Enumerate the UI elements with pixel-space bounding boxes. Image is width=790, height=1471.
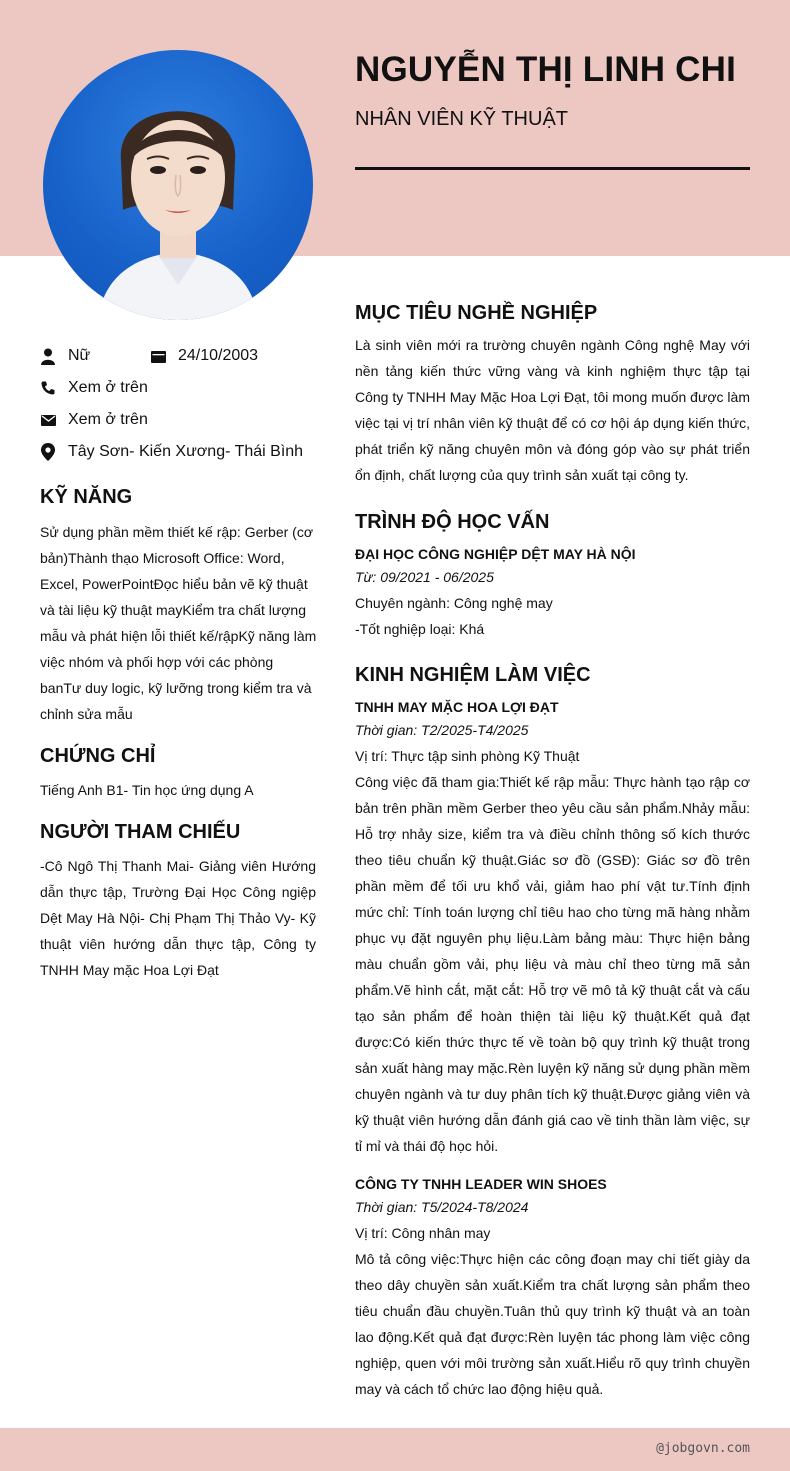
job-period: Thời gian: T2/2025-T4/2025 — [355, 722, 529, 738]
candidate-name: NGUYỄN THỊ LINH CHI — [355, 50, 737, 89]
experience-entry — [355, 697, 750, 1159]
footer-band — [0, 1428, 790, 1471]
references-text: -Cô Ngô Thị Thanh Mai- Giảng viên Hướng dẫn thực tập, Trường Đại Học Công ngiệp Dệt May Hà Nội- Chị Phạm Thị Thảo Vy- Kỹ thuật viên hướng dẫn thực tập, Công ty TNHH May mặc Hoa Lợi Đạt — [40, 858, 316, 978]
email-value: Xem ở trên — [68, 411, 148, 428]
person-icon — [40, 347, 56, 365]
calendar-icon — [150, 347, 166, 365]
education-heading: TRÌNH ĐỘ HỌC VẤN — [355, 511, 550, 533]
gender-dob-row — [40, 340, 316, 372]
dob-item — [122, 347, 258, 365]
location-pin-icon — [40, 443, 56, 461]
job-description: Mô tả công việc:Thực hiện các công đoạn may chi tiết giày da theo dây chuyền sản xuất.Kiểm tra chất lượng sản phẩm theo tiêu chuẩn đầu chuyền.Tuân thủ quy trình kỹ thuật và an toàn lao động.Kết quả đạt được:Rèn luyện tác phong làm việc công nghiệp, quen với môi trường sản xuất.Hiểu rõ quy trình chuyền may và cách tổ chức lao động hiệu quả. — [355, 1251, 750, 1397]
profile-photo-illustration — [43, 50, 313, 320]
experience-entry — [355, 1174, 750, 1402]
phone-icon — [40, 379, 56, 397]
email-row — [40, 404, 316, 436]
education-period: Từ: 09/2021 - 06/2025 — [355, 569, 494, 585]
job-description: Công việc đã tham gia:Thiết kế rập mẫu: Thực hành tạo rập cơ bản trên phần mềm Gerber theo yêu cầu sản phẩm.Nhảy mẫu: Hỗ trợ nhảy size, kiểm tra và điều chỉnh thông số kích thước theo tiêu chuẩn kỹ thuật.Giác sơ đồ (GSĐ): Giác sơ đồ trên phần mềm để tối ưu khổ vải, giảm hao phí vật tư.Tính định mức chỉ: Tính toán lượng chỉ tiêu hao cho từng mã hàng nhằm phục vụ đặt nguyên phụ liệu.Làm bảng màu: Thực hiện bảng màu chuẩn gồm vải, phụ liệu và màu chỉ theo từng mã sản phẩm.Vẽ hình cắt, mặt cắt: Hỗ trợ vẽ mô tả kỹ thuật cắt và cấu tạo sản phẩm để hoàn thiện tài liệu kỹ thuật.Kết quả đạt được:Có kiến thức thực tế về toàn bộ quy trình kỹ thuật trong sản xuất hàng may mặc.Rèn luyện kỹ năng sử dụng phần mềm chuyên ngành và tư duy phân tích kỹ thuật.Được giảng viên và kỹ thuật viên hướng dẫn đánh giá cao về tinh thần làm việc, sự tỉ mỉ và thái độ học hỏi. — [355, 774, 750, 1154]
phone-value: Xem ở trên — [68, 379, 148, 396]
company-name: CÔNG TY TNHH LEADER WIN SHOES — [355, 1176, 607, 1192]
job-position: Vị trí: Thực tập sinh phòng Kỹ Thuật — [355, 748, 580, 764]
gender-value: Nữ — [68, 347, 91, 364]
certificates-text: Tiếng Anh B1- Tin học ứng dụng A — [40, 782, 254, 798]
dob-value: 24/10/2003 — [178, 347, 259, 364]
personal-info — [40, 340, 316, 468]
phone-row — [40, 372, 316, 404]
company-name: TNHH MAY MẶC HOA LỢI ĐẠT — [355, 699, 559, 715]
education-entry — [355, 544, 750, 642]
address-row — [40, 436, 316, 468]
gender-item — [40, 347, 122, 365]
skills-heading: KỸ NĂNG — [40, 486, 133, 508]
address-value: Tây Sơn- Kiến Xương- Thái Bình — [68, 443, 304, 460]
job-title: NHÂN VIÊN KỸ THUẬT — [355, 108, 568, 130]
header-divider — [355, 167, 750, 170]
school-name: ĐẠI HỌC CÔNG NGHIỆP DỆT MAY HÀ NỘI — [355, 546, 636, 562]
objective-heading: MỤC TIÊU NGHỀ NGHIỆP — [355, 302, 598, 324]
certificates-heading: CHỨNG CHỈ — [40, 745, 156, 767]
objective-text: Là sinh viên mới ra trường chuyên ngành Công nghệ May với nền tảng kiến thức vững vàng và kinh nghiệm thực tập tại Công ty TNHH May Mặc Hoa Lợi Đạt, tôi mong muốn được làm việc tại vị trí nhân viên kỹ thuật để có cơ hội áp dụng kiến thức, phát triển kỹ năng chuyên môn và đóng góp vào sự phát triển ổn định, chất lượng của quy trình sản xuất tại công ty. — [355, 337, 750, 483]
references-heading: NGƯỜI THAM CHIẾU — [40, 821, 241, 843]
education-major: Chuyên ngành: Công nghệ may — [355, 595, 553, 611]
skills-text: Sử dụng phần mềm thiết kế rập: Gerber (cơ bản)Thành thạo Microsoft Office: Word, Excel, PowerPointĐọc hiểu bản vẽ kỹ thuật và tài liệu kỹ thuật mayKiểm tra chất lượng mẫu và phát hiện lỗi thiết kế/rậpKỹ năng làm việc nhóm và phối hợp với các phòng banTư duy logic, kỹ lưỡng trong kiểm tra và chỉnh sửa mẫu — [40, 524, 317, 722]
mail-icon — [40, 411, 56, 429]
experience-heading: KINH NGHIỆM LÀM VIỆC — [355, 664, 591, 686]
profile-photo — [43, 50, 313, 320]
job-position: Vị trí: Công nhân may — [355, 1225, 491, 1241]
watermark: @jobgovn.com — [656, 1441, 750, 1456]
job-period: Thời gian: T5/2024-T8/2024 — [355, 1199, 529, 1215]
education-grade: -Tốt nghiệp loại: Khá — [355, 621, 485, 637]
